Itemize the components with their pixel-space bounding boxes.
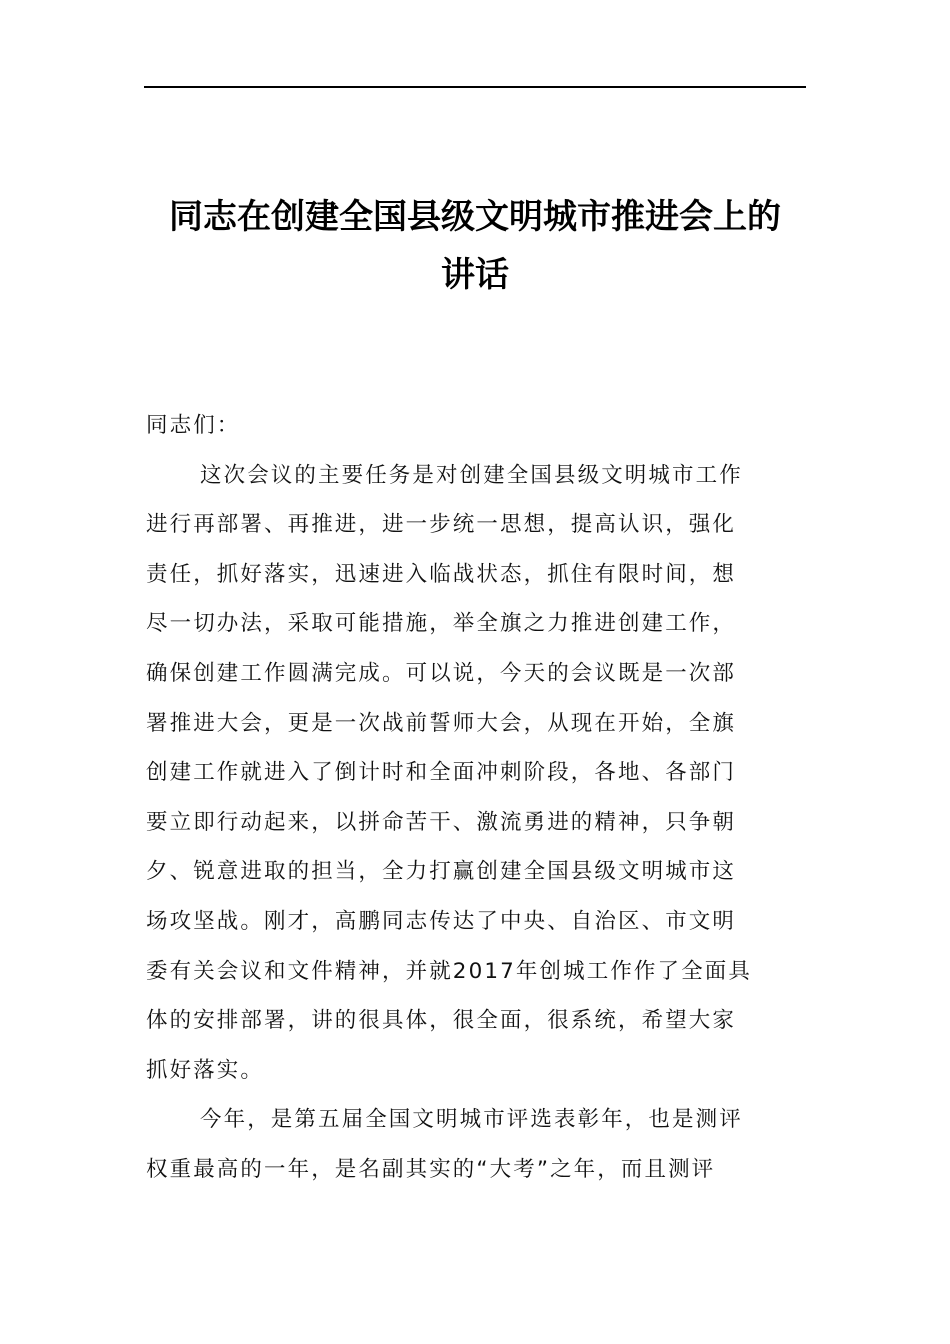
- title-line-2: 讲话: [441, 255, 509, 295]
- paragraph-line: 要立即行动起来，以拼命苦干、激流勇进的精神，只争朝: [146, 809, 737, 835]
- paragraph-line: 今年，是第五届全国文明城市评选表彰年，也是测评: [200, 1107, 743, 1133]
- paragraph-2: [146, 1095, 810, 1194]
- paragraph-line: 确保创建工作圆满完成。可以说，今天的会议既是一次部: [146, 660, 737, 686]
- paragraph-1: [146, 451, 810, 1096]
- paragraph-line: 署推进大会，更是一次战前誓师大会，从现在开始，全旗: [146, 710, 737, 736]
- title-line-1: 同志在创建全国县级文明城市推进会上的: [169, 197, 781, 237]
- paragraph-line: 委有关会议和文件精神，并就2017年创城工作作了全面具: [146, 958, 752, 984]
- document-body: [146, 401, 810, 1195]
- paragraph-line: 夕、锐意进取的担当，全力打赢创建全国县级文明城市这: [146, 859, 737, 885]
- paragraph-line: 这次会议的主要任务是对创建全国县级文明城市工作: [200, 462, 743, 488]
- paragraph-line: 抓好落实。: [146, 1057, 265, 1083]
- document-title: [144, 188, 806, 304]
- paragraph-line: 进行再部署、再推进，进一步统一思想，提高认识，强化: [146, 512, 737, 538]
- paragraph-line: 权重最高的一年，是名副其实的“大考”之年，而且测评: [146, 1156, 716, 1182]
- header-rule: [144, 86, 806, 88]
- paragraph-line: 体的安排部署，讲的很具体，很全面，很系统，希望大家: [146, 1008, 737, 1034]
- paragraph-line: 责任，抓好落实，迅速进入临战状态，抓住有限时间，想: [146, 561, 737, 587]
- paragraph-line: 场攻坚战。刚才，高鹏同志传达了中央、自治区、市文明: [146, 908, 737, 934]
- salutation: 同志们：: [146, 413, 241, 438]
- paragraph-line: 尽一切办法，采取可能措施，举全旗之力推进创建工作，: [146, 611, 737, 637]
- paragraph-line: 创建工作就进入了倒计时和全面冲刺阶段，各地、各部门: [146, 760, 737, 786]
